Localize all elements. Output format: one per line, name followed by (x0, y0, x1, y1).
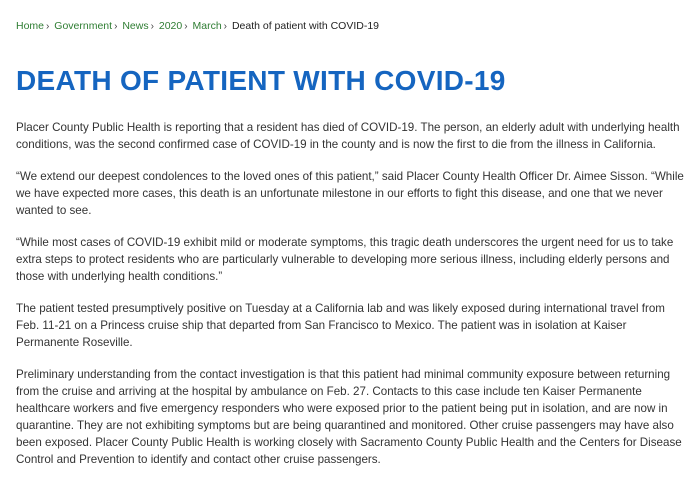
breadcrumb-home-link[interactable]: Home (16, 20, 45, 32)
article-paragraph: Preliminary understanding from the contact investigation is that this patient had minimal community exposure between returning from the cruise and arriving at the hospital by ambulance on Feb. 27. Contacts to this case include ten Kaiser Permanente healthcare workers and five emergency responders who were exposed prior to the patient being put in isolation, and are now in quarantine. They are not exhibiting symptoms but are being quarantined and monitored. Other cruise passengers may have also been exposed. Placer County Public Health is working closely with Sacramento County Public Health and the Centers for Disease Control and Prevention to identify and contact other cruise passengers. (16, 368, 682, 466)
article-paragraph: Placer County Public Health is reporting that a resident has died of COVID-19. The person, an elderly adult with underlying health conditions, was the second confirmed case of COVID-19 in the county and is now the first to die from the illness in California. (16, 121, 680, 151)
breadcrumb-separator: › (223, 21, 228, 32)
breadcrumb-news-link[interactable]: News (122, 20, 149, 32)
breadcrumb-separator: › (46, 21, 50, 32)
article-body (16, 119, 684, 483)
page-title: DEATH OF PATIENT WITH COVID-19 (16, 65, 506, 96)
breadcrumb-government-link[interactable]: Government (54, 20, 113, 32)
article-paragraph: The patient tested presumptively positive on Tuesday at a California lab and was likely exposed during international travel from Feb. 11-21 on a Princess cruise ship that departed from San Francisco to Mexico. The patient was in isolation at Kaiser Permanente Roseville. (16, 302, 665, 349)
breadcrumb-separator: › (184, 21, 188, 32)
breadcrumb-separator: › (114, 21, 118, 32)
breadcrumb-march-link[interactable]: March (192, 20, 222, 32)
breadcrumb-current: Death of patient with COVID-19 (231, 20, 380, 32)
breadcrumb (16, 20, 379, 33)
article-paragraph: “While most cases of COVID-19 exhibit mild or moderate symptoms, this tragic death underscores the urgent need for us to take extra steps to protect residents who are particularly vulnerable to developing more serious illness, including elderly persons and those with underlying health conditions.” (16, 236, 674, 283)
article-paragraph: “We extend our deepest condolences to the loved ones of this patient,” said Placer County Health Officer Dr. Aimee Sisson. “While we have expected more cases, this death is an unfortunate milestone in our efforts to fight this disease, and one that we never wanted to see. (16, 170, 684, 217)
breadcrumb-2020-link[interactable]: 2020 (158, 20, 183, 32)
breadcrumb-separator: › (150, 21, 154, 32)
